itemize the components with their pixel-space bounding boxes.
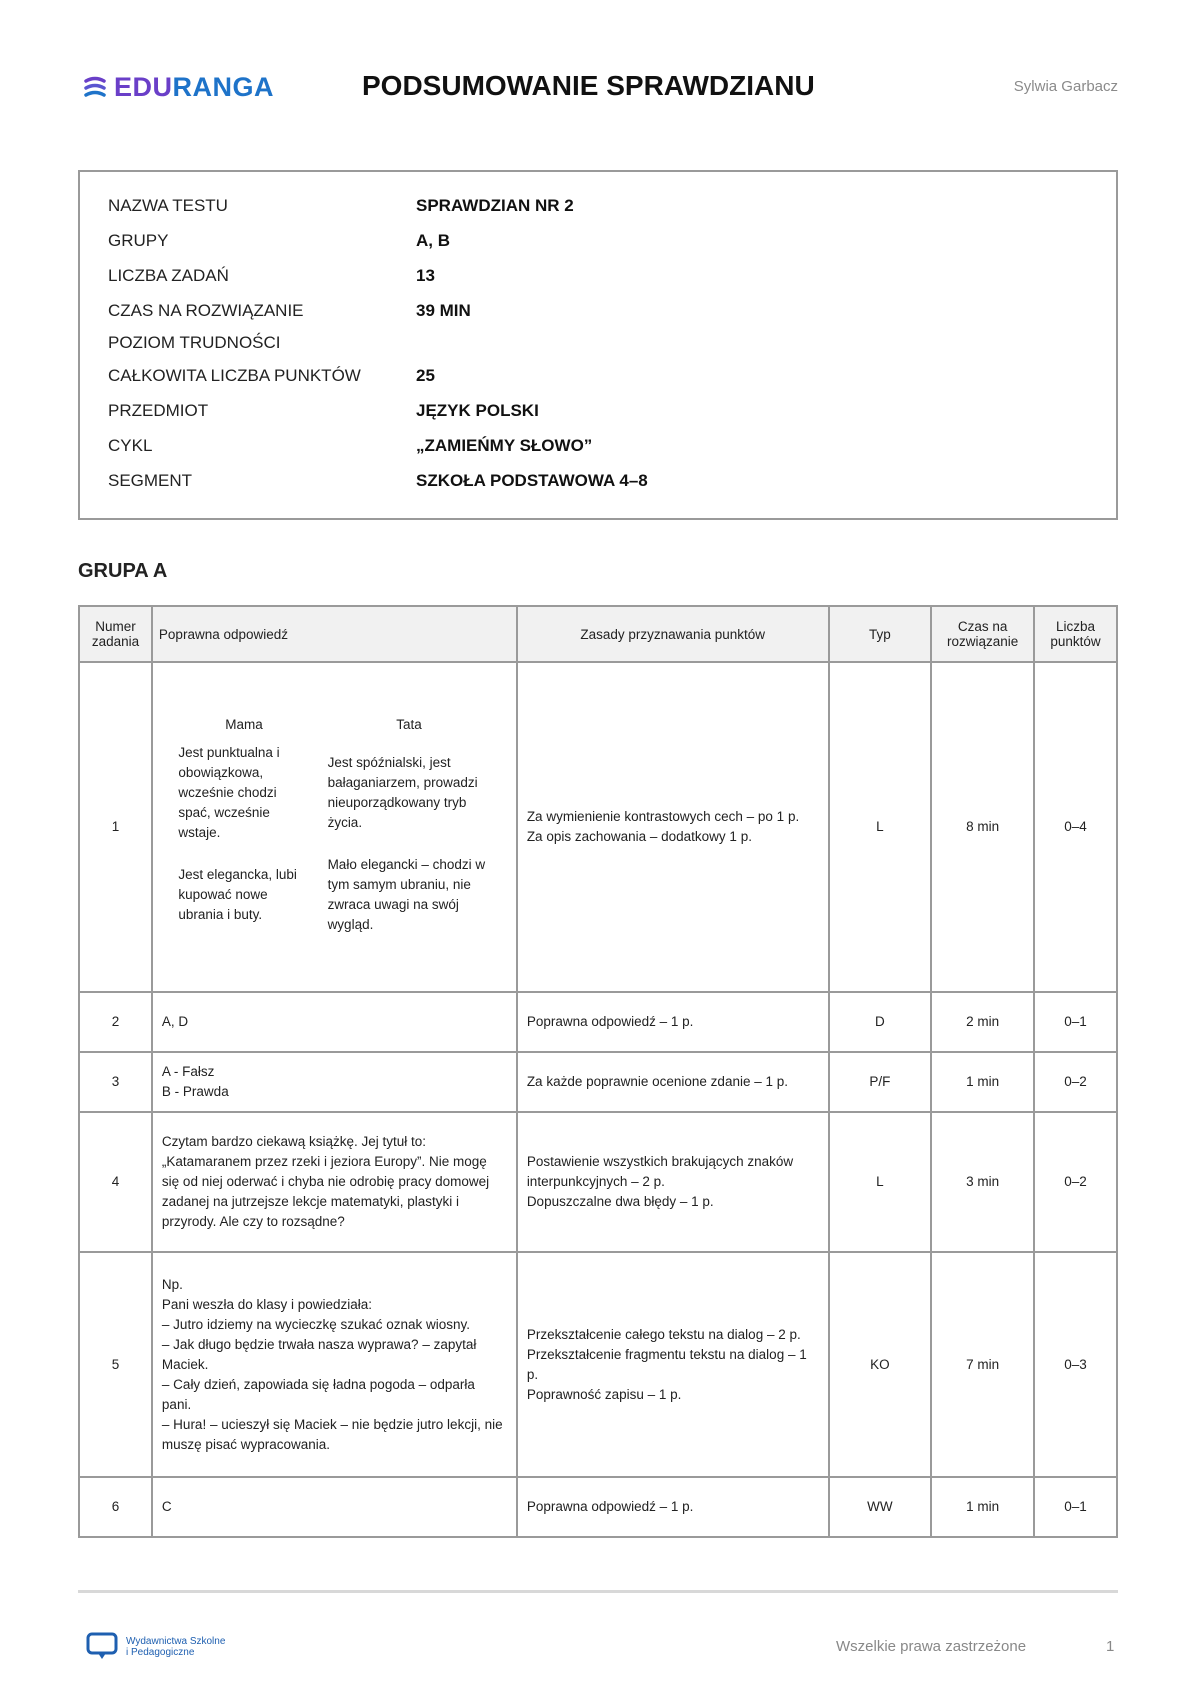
col-header-num: Numer zadania (79, 606, 152, 662)
mama-tata-comparison (169, 713, 499, 941)
col-header-type: Typ (829, 606, 932, 662)
cell-type: L (829, 1112, 932, 1252)
cell-rules: Za każde poprawnie ocenione zdanie – 1 p. (517, 1052, 829, 1112)
cell-rules: Przekształcenie całego tekstu na dialog – 2 p. Przekształcenie fragmentu tekstu na dialog – 1 p. Poprawność zapisu – 1 p. (517, 1252, 829, 1477)
info-label: PRZEDMIOT (108, 401, 209, 420)
col-header-points: Liczba punktów (1034, 606, 1117, 662)
cell-num: 4 (79, 1112, 152, 1252)
test-info-box (78, 170, 1118, 520)
logo-text-edu: EDU (114, 72, 173, 102)
footer-divider (78, 1590, 1118, 1593)
info-label: POZIOM TRUDNOŚCI (108, 333, 281, 352)
col-header-rules: Zasady przyznawania punktów (517, 606, 829, 662)
logo-text-ranga: RANGA (172, 72, 275, 102)
info-label: SEGMENT (108, 471, 193, 490)
monitor-icon (86, 1632, 118, 1662)
cell-points: 0–1 (1034, 1477, 1117, 1537)
cell-answer (152, 662, 517, 992)
info-value: A, B (416, 231, 450, 250)
cell-answer: A - Fałsz B - Prawda (152, 1052, 517, 1112)
cell-points: 0–2 (1034, 1112, 1117, 1252)
tata-trait: Mało elegancki – chodzi w tym samym ubraniu, nie zwraca uwagi na swój wygląd. (327, 857, 486, 932)
cell-num: 6 (79, 1477, 152, 1537)
cell-time: 8 min (931, 662, 1034, 992)
info-label: CAŁKOWITA LICZBA PUNKTÓW (108, 366, 361, 385)
cell-rules: Poprawna odpowiedź – 1 p. (517, 992, 829, 1052)
eduranga-logo (82, 72, 274, 103)
table-header-row (79, 606, 1117, 662)
info-value: 25 (416, 366, 435, 385)
cell-points: 0–1 (1034, 992, 1117, 1052)
cell-answer: Czytam bardzo ciekawą książkę. Jej tytuł to: „Katamaranem przez rzeki i jeziora Europy”. Nie mogę się od niej oderwać i chyba nie odrobię pracy domowej zadanej na jutrzejsze lekcje matematyki, plastyki i przyrody. Ale czy to rozsądne? (152, 1112, 517, 1252)
page-number: 1 (1106, 1638, 1115, 1655)
info-value: JĘZYK POLSKI (416, 401, 539, 420)
group-title: GRUPA A (78, 560, 168, 582)
mama-header: Mama (225, 717, 263, 732)
table-row (79, 1052, 1117, 1112)
cell-type: P/F (829, 1052, 932, 1112)
author-name: Sylwia Garbacz (1013, 78, 1118, 95)
mama-trait: Jest punktualna i obowiązkowa, wcześnie chodzi spać, wcześnie wstaje. (178, 745, 280, 840)
cell-type: L (829, 662, 932, 992)
info-label: NAZWA TESTU (108, 196, 228, 215)
info-value: 39 MIN (416, 301, 471, 320)
publisher-line-2: i Pedagogiczne (126, 1647, 195, 1658)
cell-num: 2 (79, 992, 152, 1052)
info-value: SPRAWDZIAN NR 2 (416, 196, 574, 215)
mama-trait: Jest elegancka, lubi kupować nowe ubrania i buty. (178, 867, 297, 922)
page-header (82, 70, 1118, 110)
info-label: GRUPY (108, 231, 169, 250)
tata-header: Tata (396, 717, 422, 732)
cell-time: 1 min (931, 1052, 1034, 1112)
table-row (79, 992, 1117, 1052)
page-title: PODSUMOWANIE SPRAWDZIANU (362, 70, 815, 101)
info-label: LICZBA ZADAŃ (108, 266, 229, 285)
cell-answer: C (152, 1477, 517, 1537)
cell-type: WW (829, 1477, 932, 1537)
cell-num: 1 (79, 662, 152, 992)
info-value: SZKOŁA PODSTAWOWA 4–8 (416, 471, 648, 490)
cell-answer: A, D (152, 992, 517, 1052)
info-value: 13 (416, 266, 435, 285)
col-header-time: Czas na rozwiązanie (931, 606, 1034, 662)
table-row (79, 1112, 1117, 1252)
publisher-line-1: Wydawnictwa Szkolne (126, 1636, 226, 1647)
info-label: CYKL (108, 436, 153, 455)
answer-key-table (78, 605, 1118, 1538)
cell-rules: Postawienie wszystkich brakujących znaków interpunkcyjnych – 2 p. Dopuszczalne dwa błędy – 1 p. (517, 1112, 829, 1252)
table-row (79, 1477, 1117, 1537)
cell-time: 7 min (931, 1252, 1034, 1477)
table-row (79, 662, 1117, 992)
col-header-answer: Poprawna odpowiedź (152, 606, 517, 662)
wsip-logo (86, 1632, 225, 1662)
cell-num: 5 (79, 1252, 152, 1477)
cell-answer: Np. Pani weszła do klasy i powiedziała: – Jutro idziemy na wycieczkę szukać oznak wiosny. – Jak długo będzie trwała nasza wyprawa? – zapytał Maciek. – Cały dzień, zapowiada się ładna pogoda – odparła pani. – Hura! – ucieszył się Maciek – nie będzie jutro lekcji, nie muszę pisać wypracowania. (152, 1252, 517, 1477)
cell-num: 3 (79, 1052, 152, 1112)
cell-time: 1 min (931, 1477, 1034, 1537)
cell-time: 2 min (931, 992, 1034, 1052)
cell-type: KO (829, 1252, 932, 1477)
cell-time: 3 min (931, 1112, 1034, 1252)
cell-points: 0–3 (1034, 1252, 1117, 1477)
cell-points: 0–4 (1034, 662, 1117, 992)
info-label: CZAS NA ROZWIĄZANIE (108, 301, 304, 320)
cell-rules: Poprawna odpowiedź – 1 p. (517, 1477, 829, 1537)
cell-type: D (829, 992, 932, 1052)
cell-points: 0–2 (1034, 1052, 1117, 1112)
copyright-text: Wszelkie prawa zastrzeżone (836, 1638, 1027, 1655)
cell-rules: Za wymienienie kontrastowych cech – po 1 p. Za opis zachowania – dodatkowy 1 p. (517, 662, 829, 992)
eduranga-logo-icon (82, 75, 108, 101)
tata-trait: Jest spóźnialski, jest bałaganiarzem, prowadzi nieuporządkowany tryb życia. (327, 755, 478, 830)
info-value: „ZAMIEŃMY SŁOWO” (416, 436, 593, 455)
table-row (79, 1252, 1117, 1477)
